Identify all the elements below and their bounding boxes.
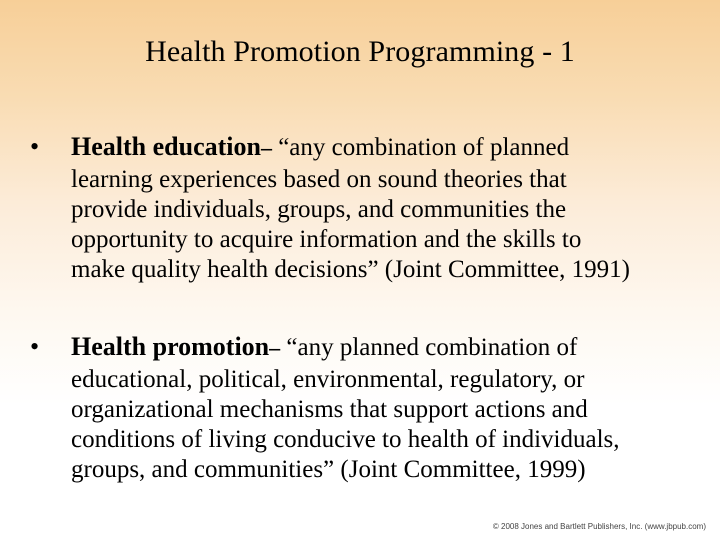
bullet-line: conditions of living conducive to health of individuals, [71, 426, 620, 453]
bullet-term: Health education [71, 132, 261, 161]
bullet-line: provide individuals, groups, and communities the [71, 196, 567, 223]
copyright-notice: © 2008 Jones and Bartlett Publishers, Inc. (www.jbpub.com) [492, 522, 706, 531]
slide-title: Health Promotion Programming - 1 [145, 35, 575, 68]
bullet-line: groups, and communities” (Joint Committee, 1999) [71, 456, 586, 483]
bullet-lead-text: “any combination of planned [271, 134, 570, 161]
bullet-line: learning experiences based on sound theories that [71, 166, 567, 193]
bullet-health-promotion [30, 330, 700, 485]
bullet-dash: – [269, 335, 281, 360]
bullet-term: Health promotion [71, 332, 270, 361]
bullet-first-line [30, 130, 700, 165]
bullet-line: opportunity to acquire information and the skills to [71, 226, 582, 253]
bullet-lead-text: “any planned combination of [280, 334, 578, 361]
bullet-marker: • [30, 332, 40, 361]
bullet-dash: – [260, 135, 272, 160]
bullet-health-education [30, 130, 700, 285]
bullet-line: organizational mechanisms that support actions and [71, 396, 588, 423]
bullet-first-line [30, 330, 700, 365]
bullet-marker: • [30, 132, 40, 161]
bullet-line: make quality health decisions” (Joint Committee, 1991) [71, 256, 630, 283]
bullet-line: educational, political, environmental, regulatory, or [71, 366, 585, 393]
